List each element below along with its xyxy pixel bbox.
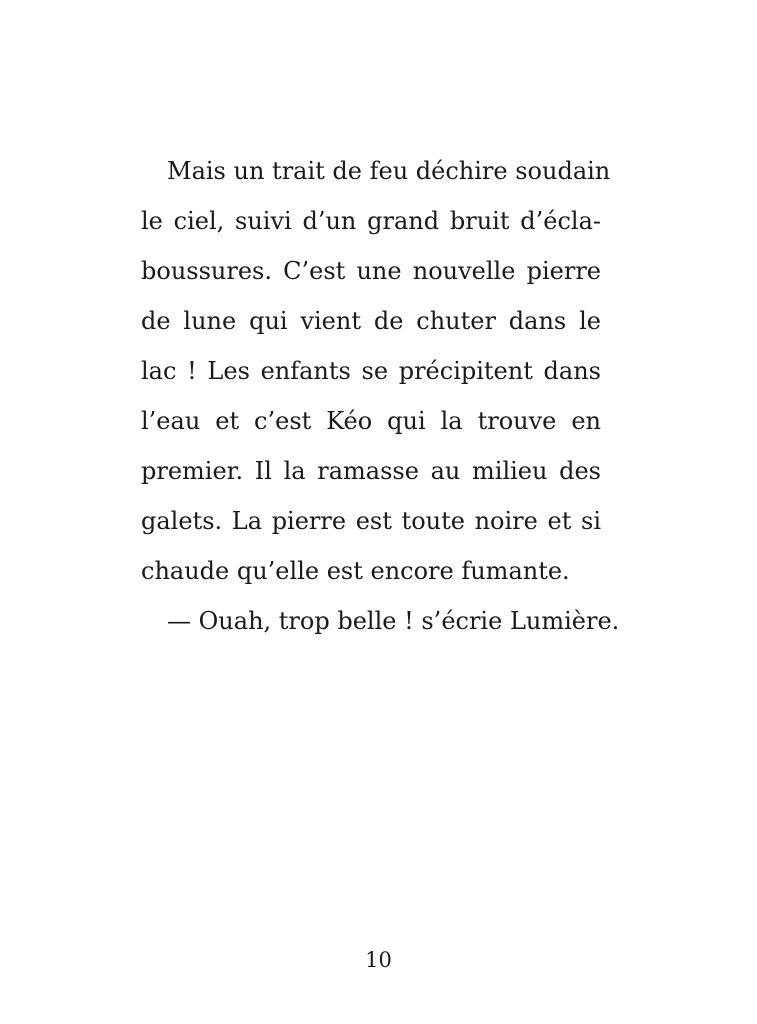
paragraph-line: lac ! Les enfants se précipitent dans xyxy=(141,357,601,385)
paragraph-line: galets. La pierre est toute noire et si xyxy=(141,507,601,535)
paragraph-line: Mais un trait de feu déchire soudain xyxy=(167,157,611,185)
paragraph-line: l’eau et c’est Kéo qui la trouve en xyxy=(141,407,601,435)
paragraph-line: chaude qu’elle est encore fumante. xyxy=(141,557,570,585)
paragraph-line: le ciel, suivi d’un grand bruit d’écla- xyxy=(141,207,601,235)
paragraph-line: boussures. C’est une nouvelle pierre xyxy=(141,257,601,285)
paragraph-line: de lune qui vient de chuter dans le xyxy=(141,307,601,335)
page-body xyxy=(141,146,620,646)
page-number: 10 xyxy=(365,948,392,972)
dialogue-line: — Ouah, trop belle ! s’écrie Lumière. xyxy=(167,607,620,635)
paragraph-line: premier. Il la ramasse au milieu des xyxy=(141,457,601,485)
